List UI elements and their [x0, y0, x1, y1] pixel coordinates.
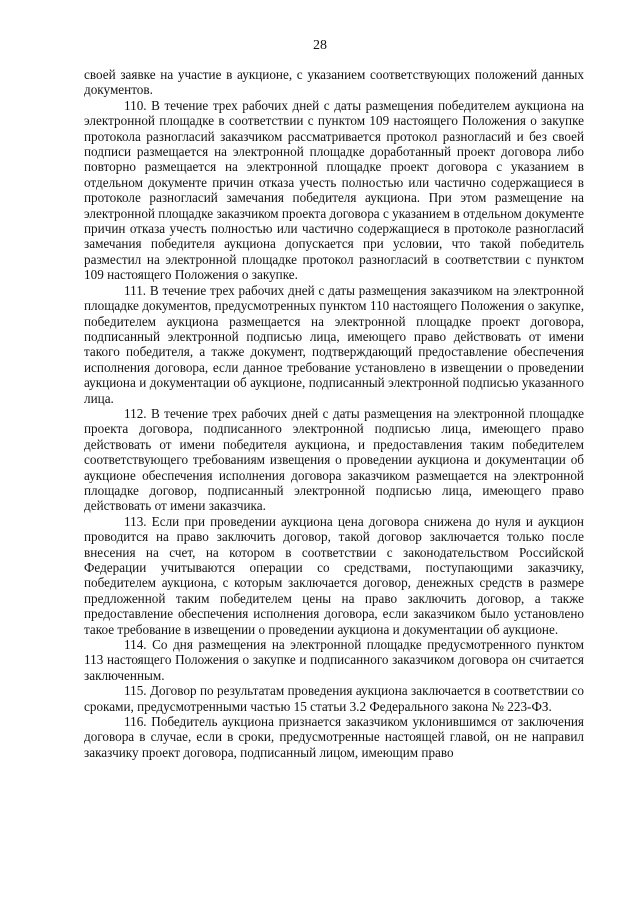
paragraph-continuation: своей заявке на участие в аукционе, с указанием соответствующих положений данных документов.: [84, 67, 584, 98]
paragraph-116: 116. Победитель аукциона признается заказчиком уклонившимся от заключения договора в случае, если в сроки, предусмотренные настоящей главой, он не направил заказчику проект договора, подписанный лицом, имеющим право: [84, 714, 584, 760]
page-number: 28: [313, 38, 327, 53]
paragraph-110: 110. В течение трех рабочих дней с даты размещения победителем аукциона на электронной площадке в соответствии с пунктом 109 настоящего Положения о закупке протокола разногласий заказчиком рассматривается протокол разногласий и без своей подписи размещается на электронной площадке доработанный проект договора либо повторно размещается на электронной площадке проект договора с указанием в отдельном документе причин отказа учесть полностью или частично содержащиеся в протоколе разногласий замечания победителя аукциона. При этом размещение на электронной площадке заказчиком проекта договора с указанием в отдельном документе причин отказа учесть полностью или частично содержащиеся в протоколе разногласий замечания победителя аукциона допускается при условии, что такой победитель разместил на электронной площадке протокол разногласий в соответствии с пунктом 109 настоящего Положения о закупке.: [84, 97, 584, 283]
paragraph-112: 112. В течение трех рабочих дней с даты размещения на электронной площадке проекта договора, подписанного электронной подписью лица, имеющего право действовать от имени победителя аукциона, и предоставления таким победителем соответствующего требованиям извещения о проведении аукциона и документации об аукционе обеспечения исполнения договора заказчиком размещается на электронной площадке договор, подписанный электронной подписью лица, имеющего право действовать от имени заказчика.: [84, 405, 584, 514]
paragraph-115: 115. Договор по результатам проведения аукциона заключается в соответствии со сроками, предусмотренными частью 15 статьи 3.2 Федерального закона № 223-ФЗ.: [84, 683, 584, 714]
paragraph-113: 113. Если при проведении аукциона цена договора снижена до нуля и аукцион проводится на право заключить договор, такой договор заключается только после внесения на счет, на котором в соответствии с законодательством Российской Федерации учитываются операции со средствами, поступающими заказчику, победителем аукциона, с которым заключается договор, денежных средств в размере предложенной таким победителем цены на право заключить договор, а также предоставление обеспечения исполнения договора, если заказчиком было установлено такое требование в извещении о проведении аукциона и документации об аукционе.: [84, 513, 584, 637]
paragraph-111: 111. В течение трех рабочих дней с даты размещения заказчиком на электронной площадке документов, предусмотренных пунктом 110 настоящего Положения о закупке, победителем аукциона размещается на электронной площадке проект договора, подписанный электронной подписью лица, имеющего право действовать от имени такого победителя, а также документ, подтверждающий предоставление обеспечения исполнения договора, если данное требование установлено в извещении о проведении аукциона и документации об аукционе, подписанный электронной подписью указанного лица.: [84, 282, 584, 406]
document-body: [84, 67, 584, 760]
paragraph-114: 114. Со дня размещения на электронной площадке предусмотренного пунктом 113 настоящего Положения о закупке и подписанного заказчиком договора он считается заключенным.: [84, 637, 584, 683]
